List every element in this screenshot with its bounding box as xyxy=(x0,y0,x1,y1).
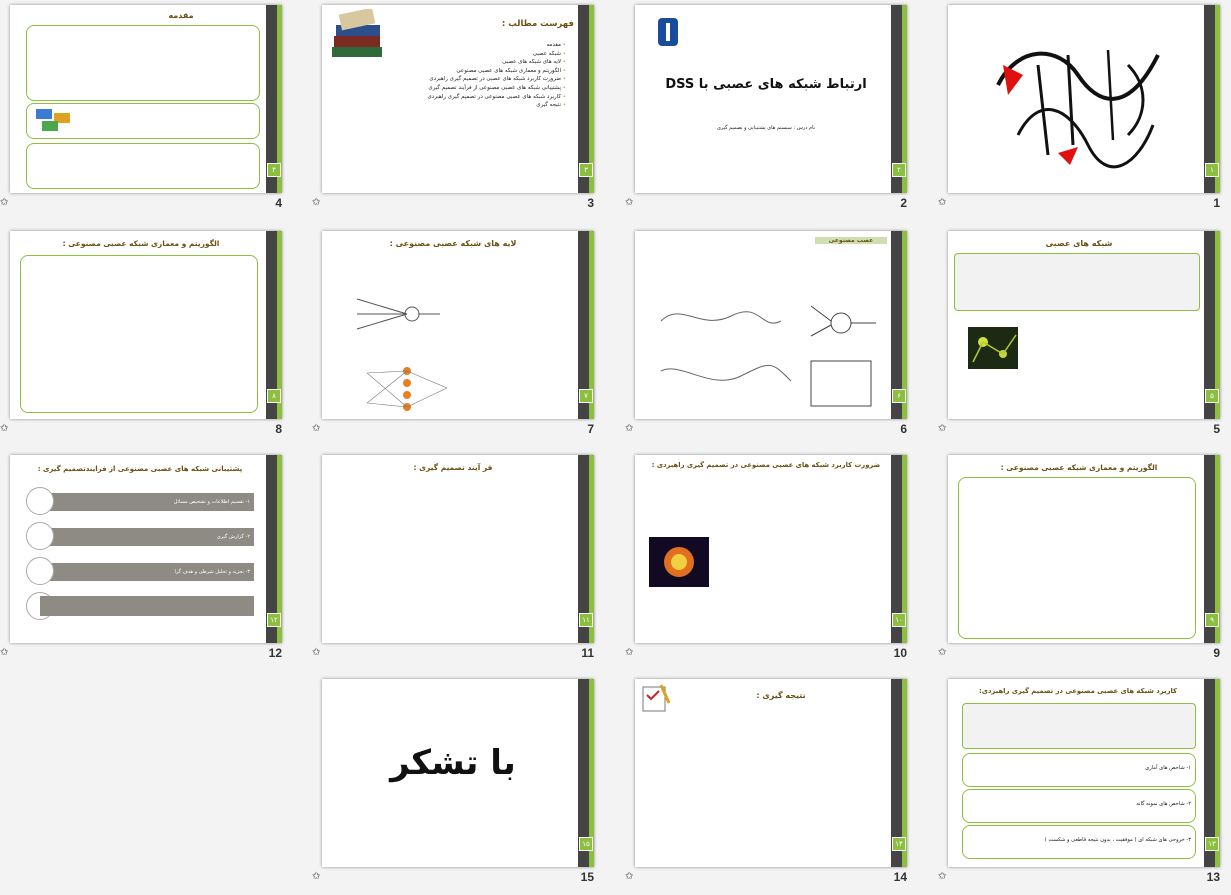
text-box xyxy=(962,753,1196,787)
list-item: • کاربرد شبکه های عصبی مصنوعی در تصمیم گیری راهبردی xyxy=(362,93,566,102)
slide-thumbnail-12[interactable] xyxy=(0,450,286,668)
slide-thumbnail-11[interactable] xyxy=(312,450,598,668)
slide-number: 3 xyxy=(587,196,594,210)
step-bar: ۲- گزارش گیری xyxy=(40,528,254,546)
slide-number: 5 xyxy=(1213,422,1220,436)
star-icon[interactable]: ✩ xyxy=(0,423,9,434)
page-number: ۱۳ xyxy=(1205,837,1219,851)
slide-thumbnail-3[interactable] xyxy=(312,0,598,218)
text-box xyxy=(26,143,260,189)
slide-thumbnail-10[interactable] xyxy=(625,450,911,668)
slide-title: ضرورت کاربرد شبکه های عصبی مصنوعی در تصمیم گیری راهبردی : xyxy=(651,461,881,469)
slide-title: ارتباط شبکه های عصبی با DSS xyxy=(665,77,867,92)
page-number: ۹ xyxy=(1205,613,1219,627)
perceptron-diagram xyxy=(352,289,442,339)
slide-thumbnail-2[interactable] xyxy=(625,0,911,218)
page-number: ۴ xyxy=(267,163,281,177)
page-number: ۱۲ xyxy=(267,613,281,627)
star-icon[interactable]: ✩ xyxy=(312,871,321,882)
slide-title: لایه های شبکه عصبی مصنوعی : xyxy=(389,239,517,248)
text-box xyxy=(962,825,1196,859)
checklist-icon xyxy=(639,683,671,713)
slide-12[interactable] xyxy=(10,455,282,643)
text-box xyxy=(958,477,1196,639)
page-number: ۲ xyxy=(892,163,906,177)
slide-5[interactable] xyxy=(948,231,1220,419)
slide-7[interactable] xyxy=(322,231,594,419)
slide-6[interactable] xyxy=(635,231,907,419)
slide-number: 2 xyxy=(900,196,907,210)
list-item: • نتیجه گیری xyxy=(362,101,566,110)
slide-number: 9 xyxy=(1213,646,1220,660)
star-icon[interactable]: ✩ xyxy=(938,197,947,208)
step-bar: ۳- تجزیه و تحلیل شرطی و هدف گرا xyxy=(40,563,254,581)
multilayer-network-diagram xyxy=(362,363,452,413)
page-number: ۱۵ xyxy=(579,837,593,851)
text-box xyxy=(962,789,1196,823)
slide-title: مقدمه xyxy=(168,11,194,20)
slide-title: پشتیبانی شبکه های عصبی مصنوعی از فرایندتصمیم گیری : xyxy=(37,465,243,473)
slide-title: با تشکر xyxy=(390,743,516,783)
slide-number: 6 xyxy=(900,422,907,436)
slide-15[interactable] xyxy=(322,679,594,867)
star-icon[interactable]: ✩ xyxy=(938,423,947,434)
toc-list xyxy=(362,41,574,110)
slide-title: الگوریتم و معماری شبکه عصبی مصنوعی : xyxy=(62,239,220,248)
star-icon[interactable]: ✩ xyxy=(312,647,321,658)
university-logo-icon xyxy=(657,17,679,47)
slide-number: 14 xyxy=(893,870,907,884)
slide-title: فر آیند تصمیم گیری : xyxy=(413,463,493,472)
page-number: ۳ xyxy=(579,163,593,177)
page-number: ۸ xyxy=(267,389,281,403)
slide-thumbnail-14[interactable] xyxy=(625,674,911,892)
slide-3[interactable] xyxy=(322,5,594,193)
slide-title: عصب مصنوعی xyxy=(815,237,887,244)
list-item: • مقدمه xyxy=(362,41,566,50)
slide-11[interactable] xyxy=(322,455,594,643)
slide-4[interactable] xyxy=(10,5,282,193)
slide-thumbnail-7[interactable] xyxy=(312,226,598,444)
slide-thumbnail-15[interactable] xyxy=(312,674,598,892)
slide-title: شبکه های عصبی xyxy=(1045,239,1113,248)
star-icon[interactable]: ✩ xyxy=(312,197,321,208)
star-icon[interactable]: ✩ xyxy=(625,871,634,882)
slide-number: 7 xyxy=(587,422,594,436)
slide-2[interactable] xyxy=(635,5,907,193)
star-icon[interactable]: ✩ xyxy=(625,423,634,434)
page-number: ۵ xyxy=(1205,389,1219,403)
text-box xyxy=(962,703,1196,749)
star-icon[interactable]: ✩ xyxy=(0,647,9,658)
box-label: ۳- خروجی های شبکه ای ( موفقیت ، بدون نتیجه قاطعی و شکست ) xyxy=(1044,837,1191,843)
slide-10[interactable] xyxy=(635,455,907,643)
list-item: • الگوریتم و معماری شبکه های عصبی مصنوعی xyxy=(362,67,566,76)
star-icon[interactable]: ✩ xyxy=(625,647,634,658)
step-circle xyxy=(26,522,54,550)
slide-title: کاربرد شبکه های عصبی مصنوعی در تصمیم گیری راهبردی: xyxy=(979,687,1177,695)
box-label: ۱- شاخص های آماری xyxy=(1145,765,1191,771)
box-label: ۲- شاخص های نمونه گانه xyxy=(1136,801,1191,807)
slide-number: 15 xyxy=(580,870,594,884)
star-icon[interactable]: ✩ xyxy=(312,423,321,434)
neurons-image xyxy=(968,327,1018,369)
text-box xyxy=(26,25,260,101)
slide-thumbnail-1[interactable] xyxy=(938,0,1224,218)
slide-14[interactable] xyxy=(635,679,907,867)
list-item: • شبکه عصبی xyxy=(362,50,566,59)
list-item: • ضرورت کاربرد شبکه های عصبی در تصمیم گیری راهبردی xyxy=(362,75,566,84)
page-number: ۱۱ xyxy=(579,613,593,627)
text-box xyxy=(20,255,258,413)
slide-number: 1 xyxy=(1213,196,1220,210)
slide-subtitle: نام درس : سیستم های پشتیبانی و تصمیم گیری xyxy=(716,125,816,131)
page-number: ۱۰ xyxy=(892,613,906,627)
star-icon[interactable]: ✩ xyxy=(938,647,947,658)
slide-thumbnail-9[interactable] xyxy=(938,450,1224,668)
slide-thumbnail-6[interactable] xyxy=(625,226,911,444)
slide-thumbnail-8[interactable] xyxy=(0,226,286,444)
slide-thumbnail-13[interactable] xyxy=(938,674,1224,892)
slide-number: 11 xyxy=(581,646,594,660)
slide-number: 4 xyxy=(275,196,282,210)
page-number: ۱ xyxy=(1205,163,1219,177)
step-bar: ۱- تقسیم اطلاعات و تشخیص مسائل xyxy=(40,493,254,511)
slide-number: 8 xyxy=(275,422,282,436)
slide-title: فهرست مطالب : xyxy=(501,19,574,29)
slide-9[interactable] xyxy=(948,455,1220,643)
step-circle xyxy=(26,557,54,585)
slide-number: 10 xyxy=(893,646,907,660)
list-item: • لایه های شبکه های عصبی xyxy=(362,58,566,67)
slide-thumbnail-5[interactable] xyxy=(938,226,1224,444)
page-number: ۷ xyxy=(579,389,593,403)
page-number: ۱۴ xyxy=(892,837,906,851)
slide-1[interactable] xyxy=(948,5,1220,193)
slide-title: نتیجه گیری : xyxy=(756,691,806,700)
slide-title: الگوریتم و معماری شبکه عصبی مصنوعی : xyxy=(1000,463,1158,472)
slide-thumbnail-4[interactable] xyxy=(0,0,286,218)
star-icon[interactable]: ✩ xyxy=(0,197,9,208)
page-number: ۶ xyxy=(892,389,906,403)
slide-number: 13 xyxy=(1206,870,1220,884)
star-icon[interactable]: ✩ xyxy=(625,197,634,208)
list-item: • پشتیبانی شبکه های عصبی مصنوعی از فرآیند تصمیم گیری xyxy=(362,84,566,93)
star-icon[interactable]: ✩ xyxy=(938,871,947,882)
neuron-diagram xyxy=(641,291,881,416)
brain-image xyxy=(649,537,709,587)
slide-13[interactable] xyxy=(948,679,1220,867)
slide-number: 12 xyxy=(268,646,282,660)
bismillah-calligraphy xyxy=(978,25,1178,175)
slide-8[interactable] xyxy=(10,231,282,419)
icons-illustration xyxy=(34,107,74,133)
step-bar xyxy=(40,596,254,616)
step-circle xyxy=(26,487,54,515)
text-box xyxy=(954,253,1200,311)
